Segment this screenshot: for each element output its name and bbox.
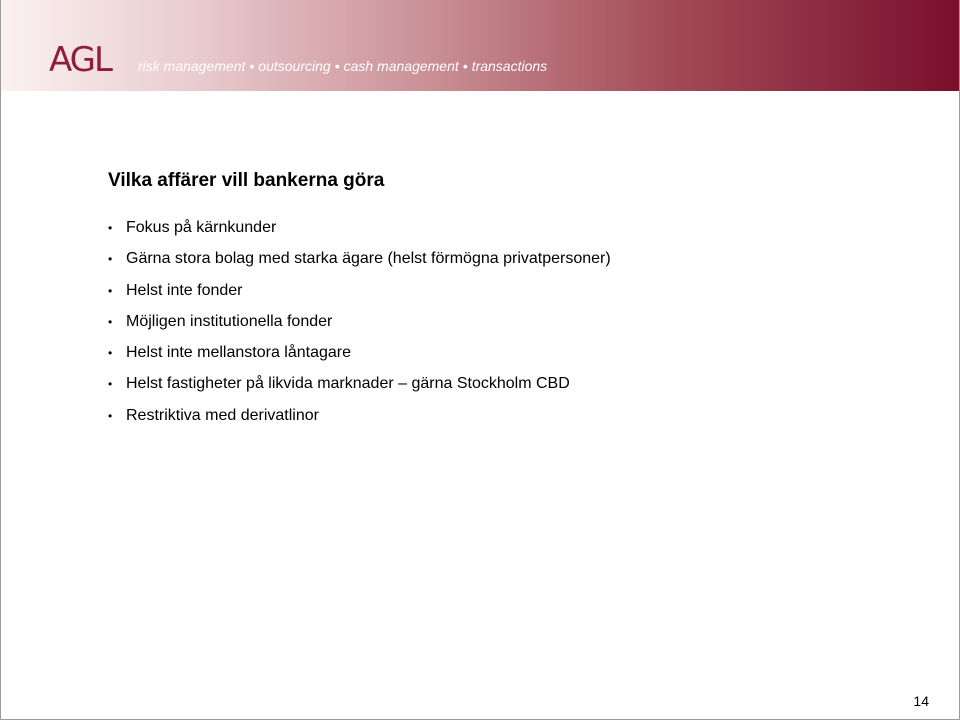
tagline-separator: • [249,58,255,74]
bullet-text: Restriktiva med derivatlinor [126,406,319,424]
bullet-text: Helst fastigheter på likvida marknader – gärna Stockholm CBD [126,375,570,393]
bullet-icon: • [108,346,113,361]
slide-title: Vilka affärer vill bankerna göra [108,170,385,191]
header-band [1,0,959,91]
page-number: 14 [913,693,929,709]
tagline-separator: • [334,58,340,74]
agl-logo: AGL [49,40,111,80]
bullet-item [108,216,611,247]
bullet-item [108,279,611,310]
bullet-icon: • [108,408,113,423]
tagline-item: risk management [138,58,246,74]
bullet-text: Möjligen institutionella fonder [126,312,333,330]
bullet-icon: • [108,252,113,267]
bullet-icon: • [108,221,113,235]
tagline-item: cash management [343,58,459,74]
bullet-text: Gärna stora bolag med starka ägare (helst förmögna privatpersoner) [126,250,611,268]
bullet-text: Helst inte fonder [126,281,243,299]
bullet-item [108,341,611,372]
bullet-list [108,216,611,435]
tagline-item: transactions [471,58,548,74]
bullet-item [108,404,611,435]
bullet-icon: • [108,314,113,329]
bullet-text: Fokus på kärnkunder [126,219,277,236]
tagline-item: outsourcing [258,58,331,74]
tagline-separator: • [462,58,468,74]
bullet-item [108,247,611,278]
bullet-item [108,310,611,341]
bullet-item [108,372,611,403]
bullet-icon: • [108,377,113,392]
tagline [138,58,547,74]
bullet-icon: • [108,283,113,298]
bullet-text: Helst inte mellanstora låntagare [126,344,352,362]
